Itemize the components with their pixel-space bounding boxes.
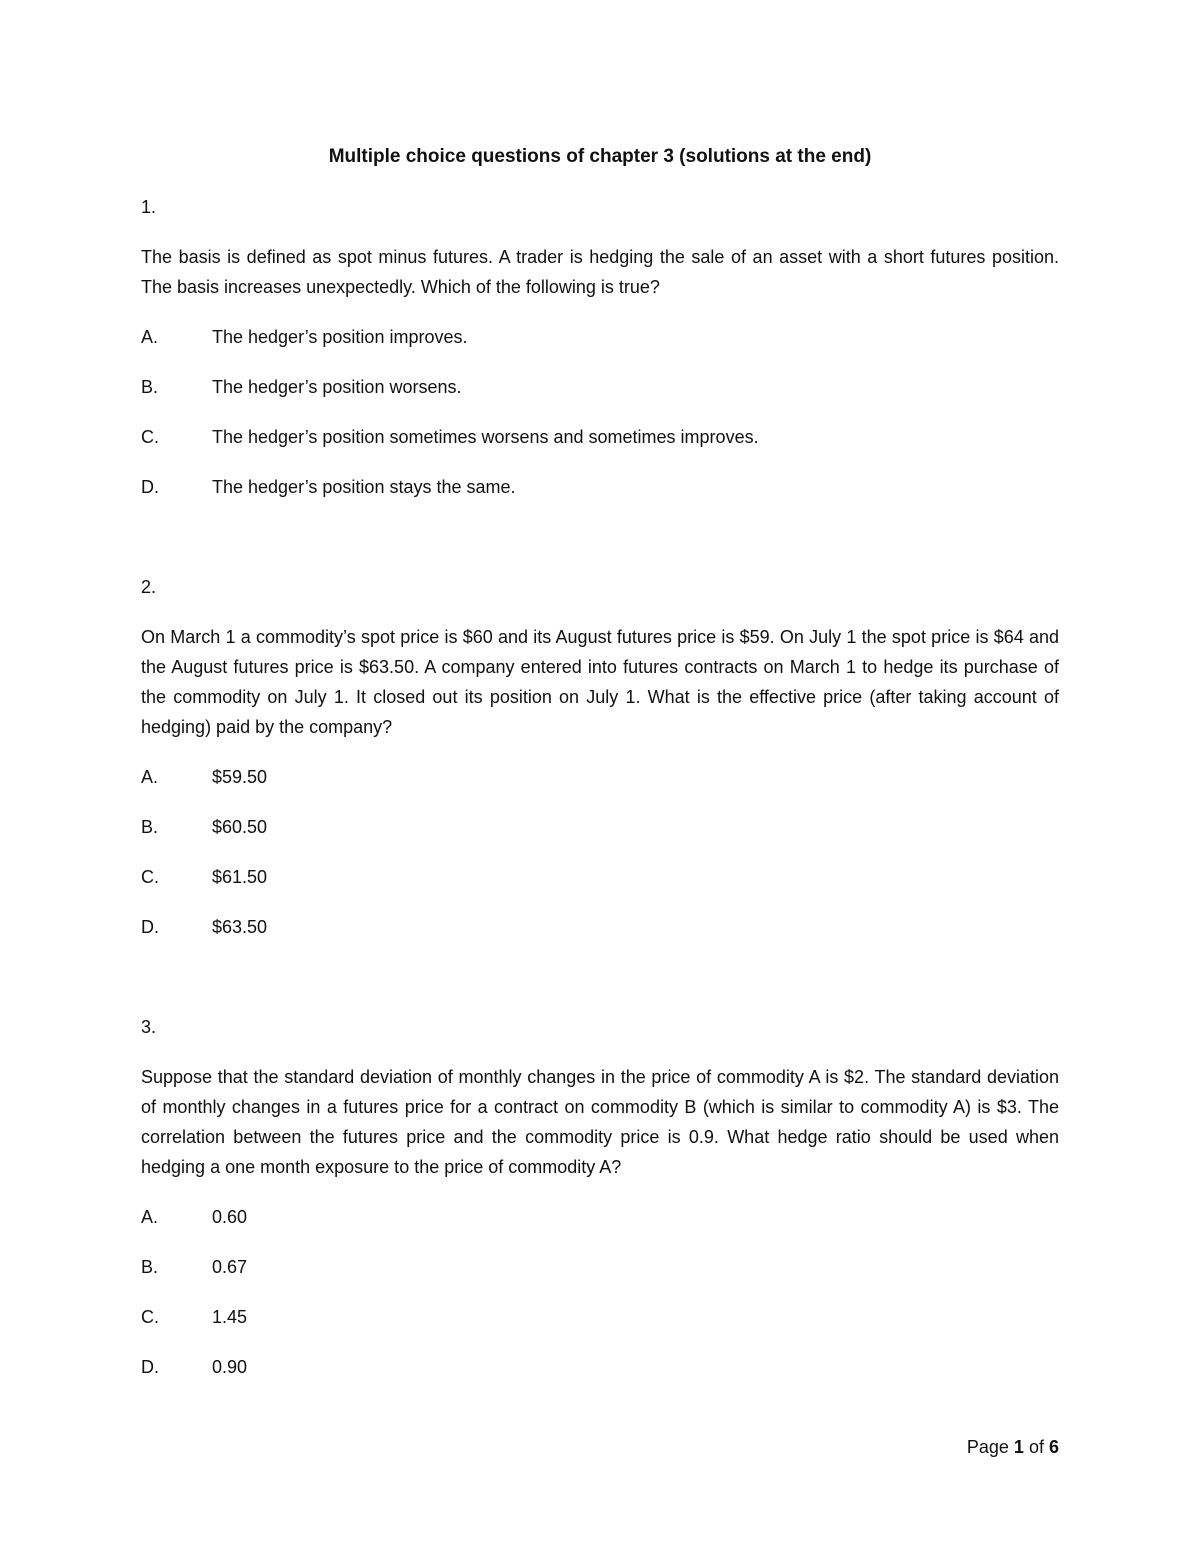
- question-text: The basis is defined as spot minus futures. A trader is hedging the sale of an asset with a short futures position. The basis increases unexpectedly. Which of the following is true?: [141, 247, 1059, 297]
- option-c: [141, 862, 1059, 892]
- question-number: 1.: [141, 197, 157, 217]
- option-letter: C.: [141, 1307, 159, 1327]
- question-1: [141, 192, 1059, 502]
- option-text: The hedger’s position sometimes worsens and sometimes improves.: [212, 427, 759, 447]
- question-3: [141, 1012, 1059, 1382]
- option-letter: A.: [141, 767, 159, 787]
- question-number: 3.: [141, 1017, 157, 1037]
- option-letter: A.: [141, 327, 159, 347]
- option-b: [141, 372, 1059, 402]
- option-a: [141, 1202, 1059, 1232]
- option-text: The hedger’s position stays the same.: [212, 477, 516, 497]
- option-letter: D.: [141, 477, 159, 497]
- option-c: [141, 422, 1059, 452]
- option-text: The hedger’s position improves.: [212, 327, 468, 347]
- option-text: 1.45: [212, 1307, 248, 1327]
- option-letter: D.: [141, 917, 159, 937]
- option-d: [141, 912, 1059, 942]
- question-text: On March 1 a commodity’s spot price is $60 and its August futures price is $59. On July 1 the spot price is $64 and the August futures price is $63.50. A company entered into futures contracts on March 1 to hedge its purchase of the commodity on July 1. It closed out its position on July 1. What is the effective price (after taking account of hedging) paid by the company?: [141, 627, 1059, 737]
- page-number-footer: [967, 1432, 1059, 1462]
- option-letter: B.: [141, 1257, 159, 1277]
- option-letter: C.: [141, 867, 159, 887]
- option-b: [141, 1252, 1059, 1282]
- option-text: $60.50: [212, 817, 268, 837]
- option-text: 0.67: [212, 1257, 248, 1277]
- option-text: $59.50: [212, 767, 268, 787]
- option-text: The hedger’s position worsens.: [212, 377, 462, 397]
- option-letter: B.: [141, 817, 159, 837]
- option-a: [141, 322, 1059, 352]
- option-text: 0.60: [212, 1207, 248, 1227]
- option-list: [141, 322, 1059, 502]
- option-letter: A.: [141, 1207, 159, 1227]
- option-letter: B.: [141, 377, 159, 397]
- option-d: [141, 472, 1059, 502]
- option-b: [141, 812, 1059, 842]
- option-text: $61.50: [212, 867, 268, 887]
- option-letter: D.: [141, 1357, 159, 1377]
- option-a: [141, 762, 1059, 792]
- question-2: [141, 572, 1059, 942]
- option-c: [141, 1302, 1059, 1332]
- page-title: Multiple choice questions of chapter 3 (solutions at the end): [328, 146, 872, 167]
- page-current: 1: [1013, 1437, 1024, 1457]
- page-word: Page: [966, 1437, 1009, 1457]
- of-word: of: [1028, 1437, 1044, 1457]
- option-list: [141, 762, 1059, 942]
- option-d: [141, 1352, 1059, 1382]
- option-letter: C.: [141, 427, 159, 447]
- question-number: 2.: [141, 577, 157, 597]
- option-text: 0.90: [212, 1357, 248, 1377]
- question-text: Suppose that the standard deviation of monthly changes in the price of commodity A is $2. The standard deviation of monthly changes in a futures price for a contract on commodity B (which is similar to commodity A) is $3. The correlation between the futures price and the commodity price is 0.9. What hedge ratio should be used when hedging a one month exposure to the price of commodity A?: [141, 1067, 1059, 1177]
- option-text: $63.50: [212, 917, 268, 937]
- page-total: 6: [1048, 1437, 1059, 1457]
- option-list: [141, 1202, 1059, 1382]
